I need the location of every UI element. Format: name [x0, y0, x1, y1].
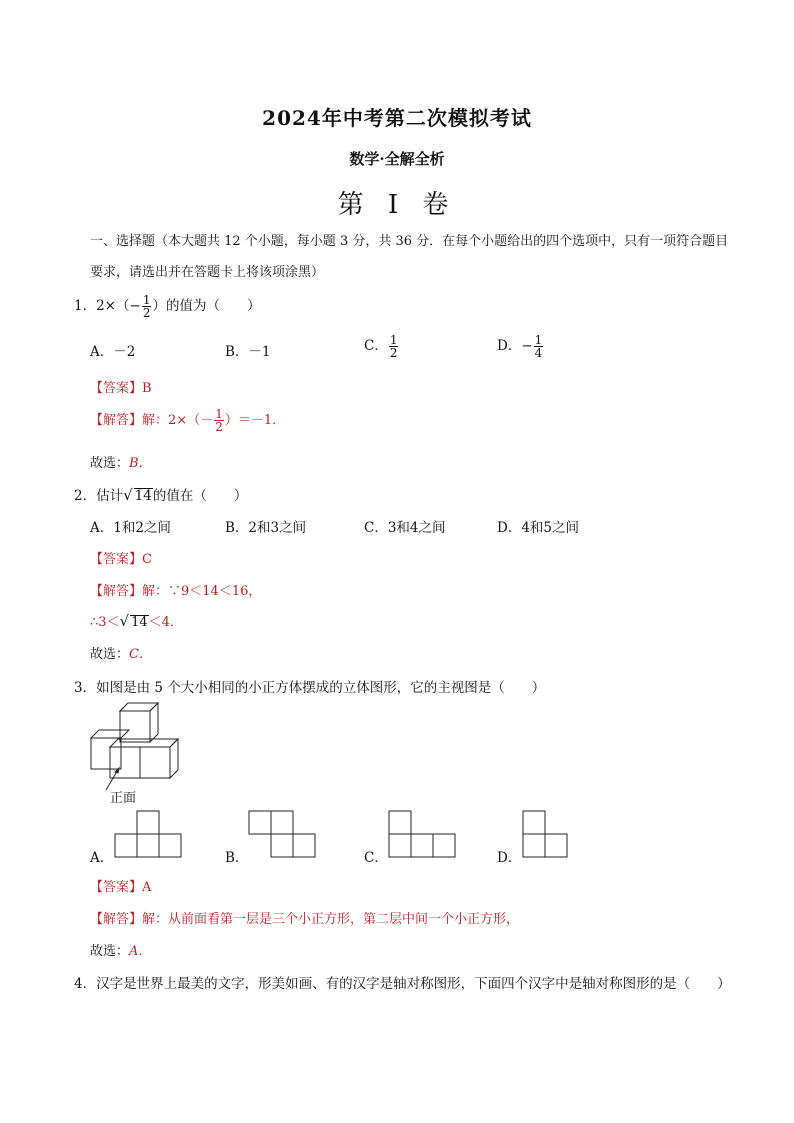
choice-line: 故选：B． — [90, 456, 152, 471]
solution-line: 【解答】解：∵9＜14＜16， — [90, 584, 262, 599]
question-3: 3．如图是由 5 个大小相同的小正方体摆成的立体图形，它的主视图是（ ） — [74, 680, 546, 696]
option-b: B． — [225, 850, 249, 866]
section-heading: 一、选择题（本大题共 12 个小题，每小题 3 分，共 36 分．在每个小题给出的四个选项中，只有一项符合题目要求，请选出并在答题卡上将该项涂黑） — [90, 234, 729, 280]
option-b-figure — [248, 810, 318, 858]
question-number: 4． — [74, 976, 97, 992]
question-number: 2． — [74, 488, 97, 504]
choice-line: 故选：A． — [90, 944, 152, 959]
solution-line: 【解答】解：从前面看第一层是三个小正方形，第二层中间一个小正方形， — [90, 912, 520, 927]
option-d: D．4和5之间 — [497, 520, 580, 536]
exam-title: 2024年中考第二次模拟考试 — [262, 106, 532, 130]
option-d: D． — [497, 850, 522, 866]
option-c: C． $\frac{1}{2}$ — [364, 333, 398, 360]
solution-tag: 【解答】 — [90, 413, 143, 428]
option-a: A．－2 — [90, 344, 136, 360]
volume-heading: 第 I 卷 — [337, 190, 457, 220]
option-b: B．2和3之间 — [225, 520, 307, 536]
answer-line: 【答案】A — [90, 880, 152, 895]
question-1: 1．2×（− $\frac{1}{2}$ ）的值为（ ） — [74, 293, 261, 320]
solution-line-2: ∴3＜√ 14＜4． — [90, 612, 183, 630]
option-a: A． — [90, 850, 114, 866]
question-4: 4．汉字是世界上最美的文字，形美如画、有的汉字是轴对称图形，下面四个汉字中是轴对称图形的是（ ） — [74, 976, 731, 992]
option-c-figure — [388, 810, 458, 858]
solution-line: 【解答】解：2×（－ $\frac{1}{2}$ ）＝－1． — [90, 407, 286, 434]
option-c: C．3和4之间 — [364, 520, 446, 536]
question-2: 2．估计√ 14的值在（ ） — [74, 486, 248, 504]
choice-line: 故选：C． — [90, 647, 152, 662]
answer-line: 【答案】C — [90, 552, 152, 567]
option-a-figure — [114, 810, 184, 858]
question-number: 1． — [74, 298, 97, 314]
front-label: 正面 — [110, 791, 137, 806]
option-b: B．－1 — [225, 344, 271, 360]
answer-tag: 【答案】 — [90, 381, 143, 396]
option-c: C． — [364, 850, 388, 866]
exam-subtitle: 数学·全解全析 — [349, 150, 445, 168]
option-d-figure — [522, 810, 592, 858]
option-a: A．1和2之间 — [90, 520, 171, 536]
question-number: 3． — [74, 680, 97, 696]
answer-line — [90, 377, 152, 396]
answer-value: B — [142, 381, 152, 396]
fraction: $\frac{1}{2}$ — [142, 293, 151, 320]
option-d: D．− $\frac{1}{4}$ — [497, 333, 543, 360]
